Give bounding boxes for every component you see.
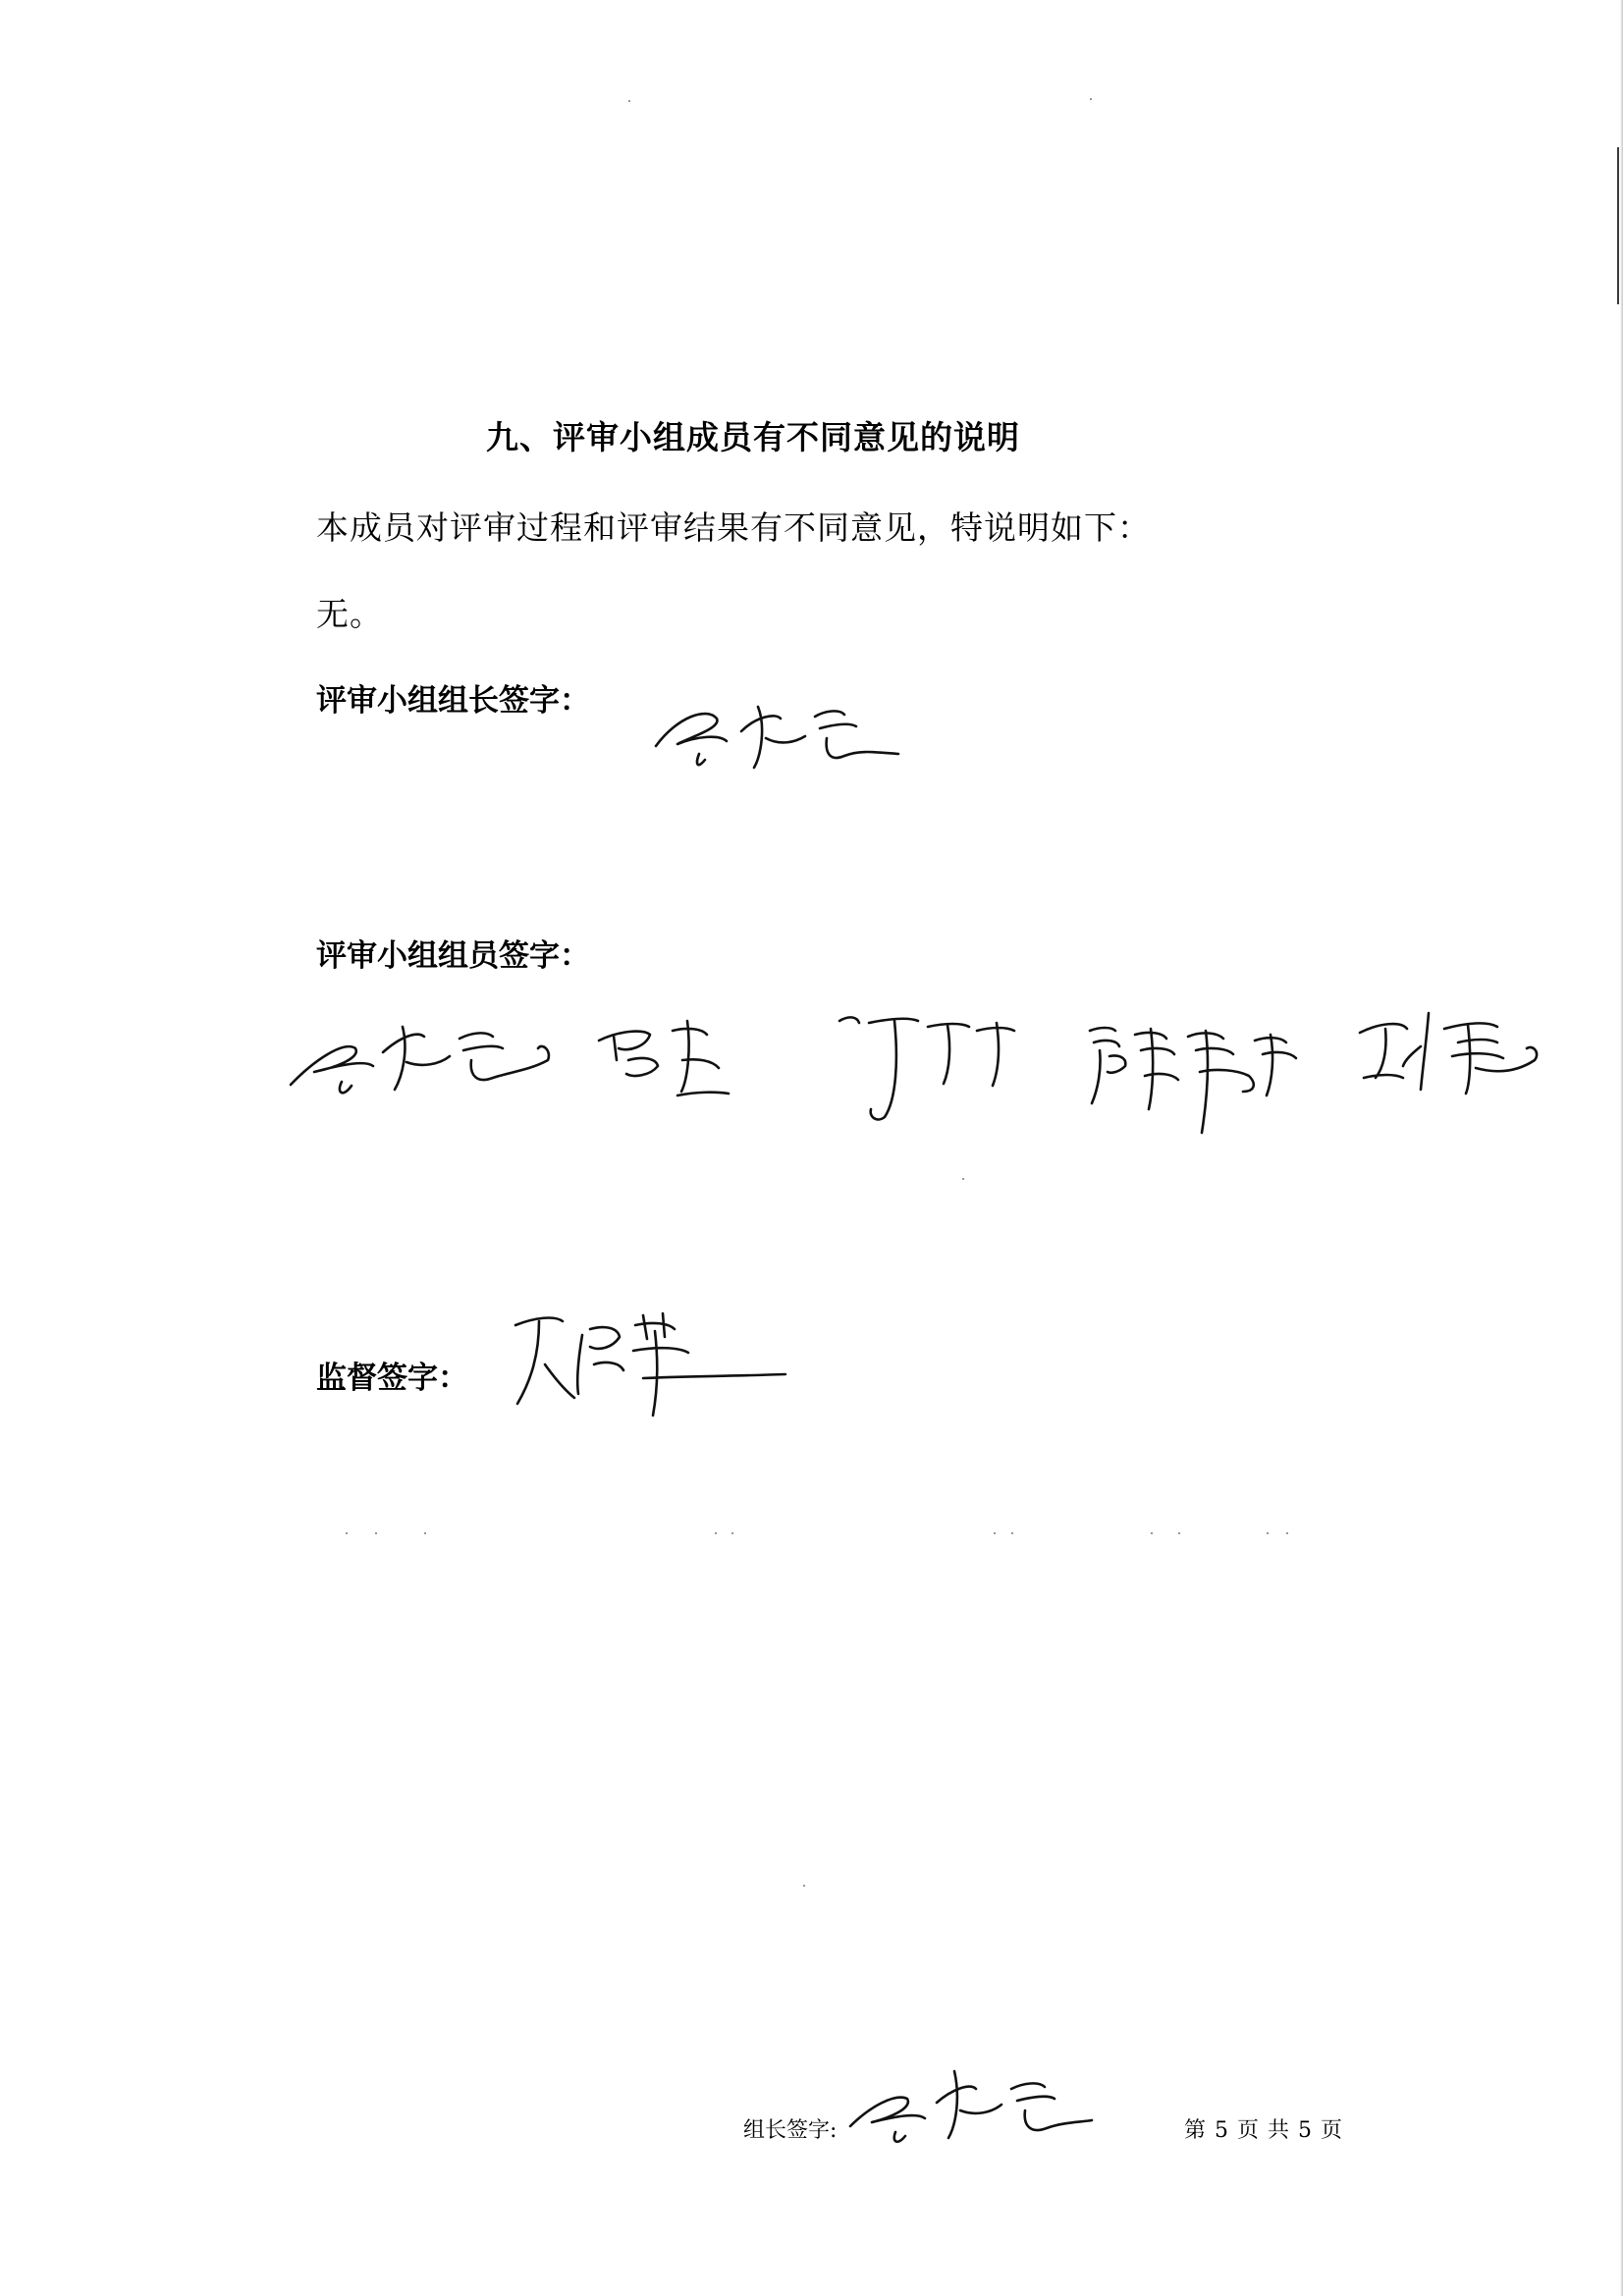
scan-dot (962, 1178, 964, 1180)
scan-dot (375, 1532, 377, 1534)
scan-dot (731, 1532, 733, 1534)
scan-dot (346, 1532, 348, 1534)
leader-signature-label: 评审小组组长签字： (316, 683, 590, 719)
content-text: 无。 (316, 595, 383, 633)
scan-dot (1151, 1532, 1153, 1534)
scan-dot (994, 1532, 996, 1534)
statement-text: 本成员对评审过程和评审结果有不同意见，特说明如下： (316, 508, 1151, 547)
supervisor-signature (496, 1296, 790, 1423)
member-signature-4 (1080, 1001, 1316, 1139)
section-title: 九、评审小组成员有不同意见的说明 (486, 418, 1020, 456)
scan-dot (1267, 1532, 1269, 1534)
scan-dot (628, 100, 630, 102)
leader-signature (648, 677, 913, 785)
members-signature-label: 评审小组组员签字： (316, 938, 590, 974)
scan-dot (715, 1532, 717, 1534)
scan-dot (1011, 1532, 1013, 1534)
member-signature-5 (1350, 999, 1546, 1107)
member-signature-3 (830, 1001, 1026, 1129)
member-signature-1 (285, 991, 560, 1109)
scan-dot (803, 1885, 805, 1887)
scan-dot (1286, 1532, 1288, 1534)
footer-leader-sign-label: 组长签字: (743, 2118, 838, 2143)
footer-leader-signature (844, 2042, 1100, 2150)
scan-dot (1090, 98, 1092, 100)
scan-dot (424, 1532, 426, 1534)
supervisor-signature-label: 监督签字： (316, 1361, 468, 1396)
scan-mark (1617, 147, 1619, 304)
scan-dot (1178, 1532, 1180, 1534)
member-signature-2 (589, 1001, 736, 1109)
footer-page-info: 第 5 页 共 5 页 (1184, 2118, 1343, 2143)
